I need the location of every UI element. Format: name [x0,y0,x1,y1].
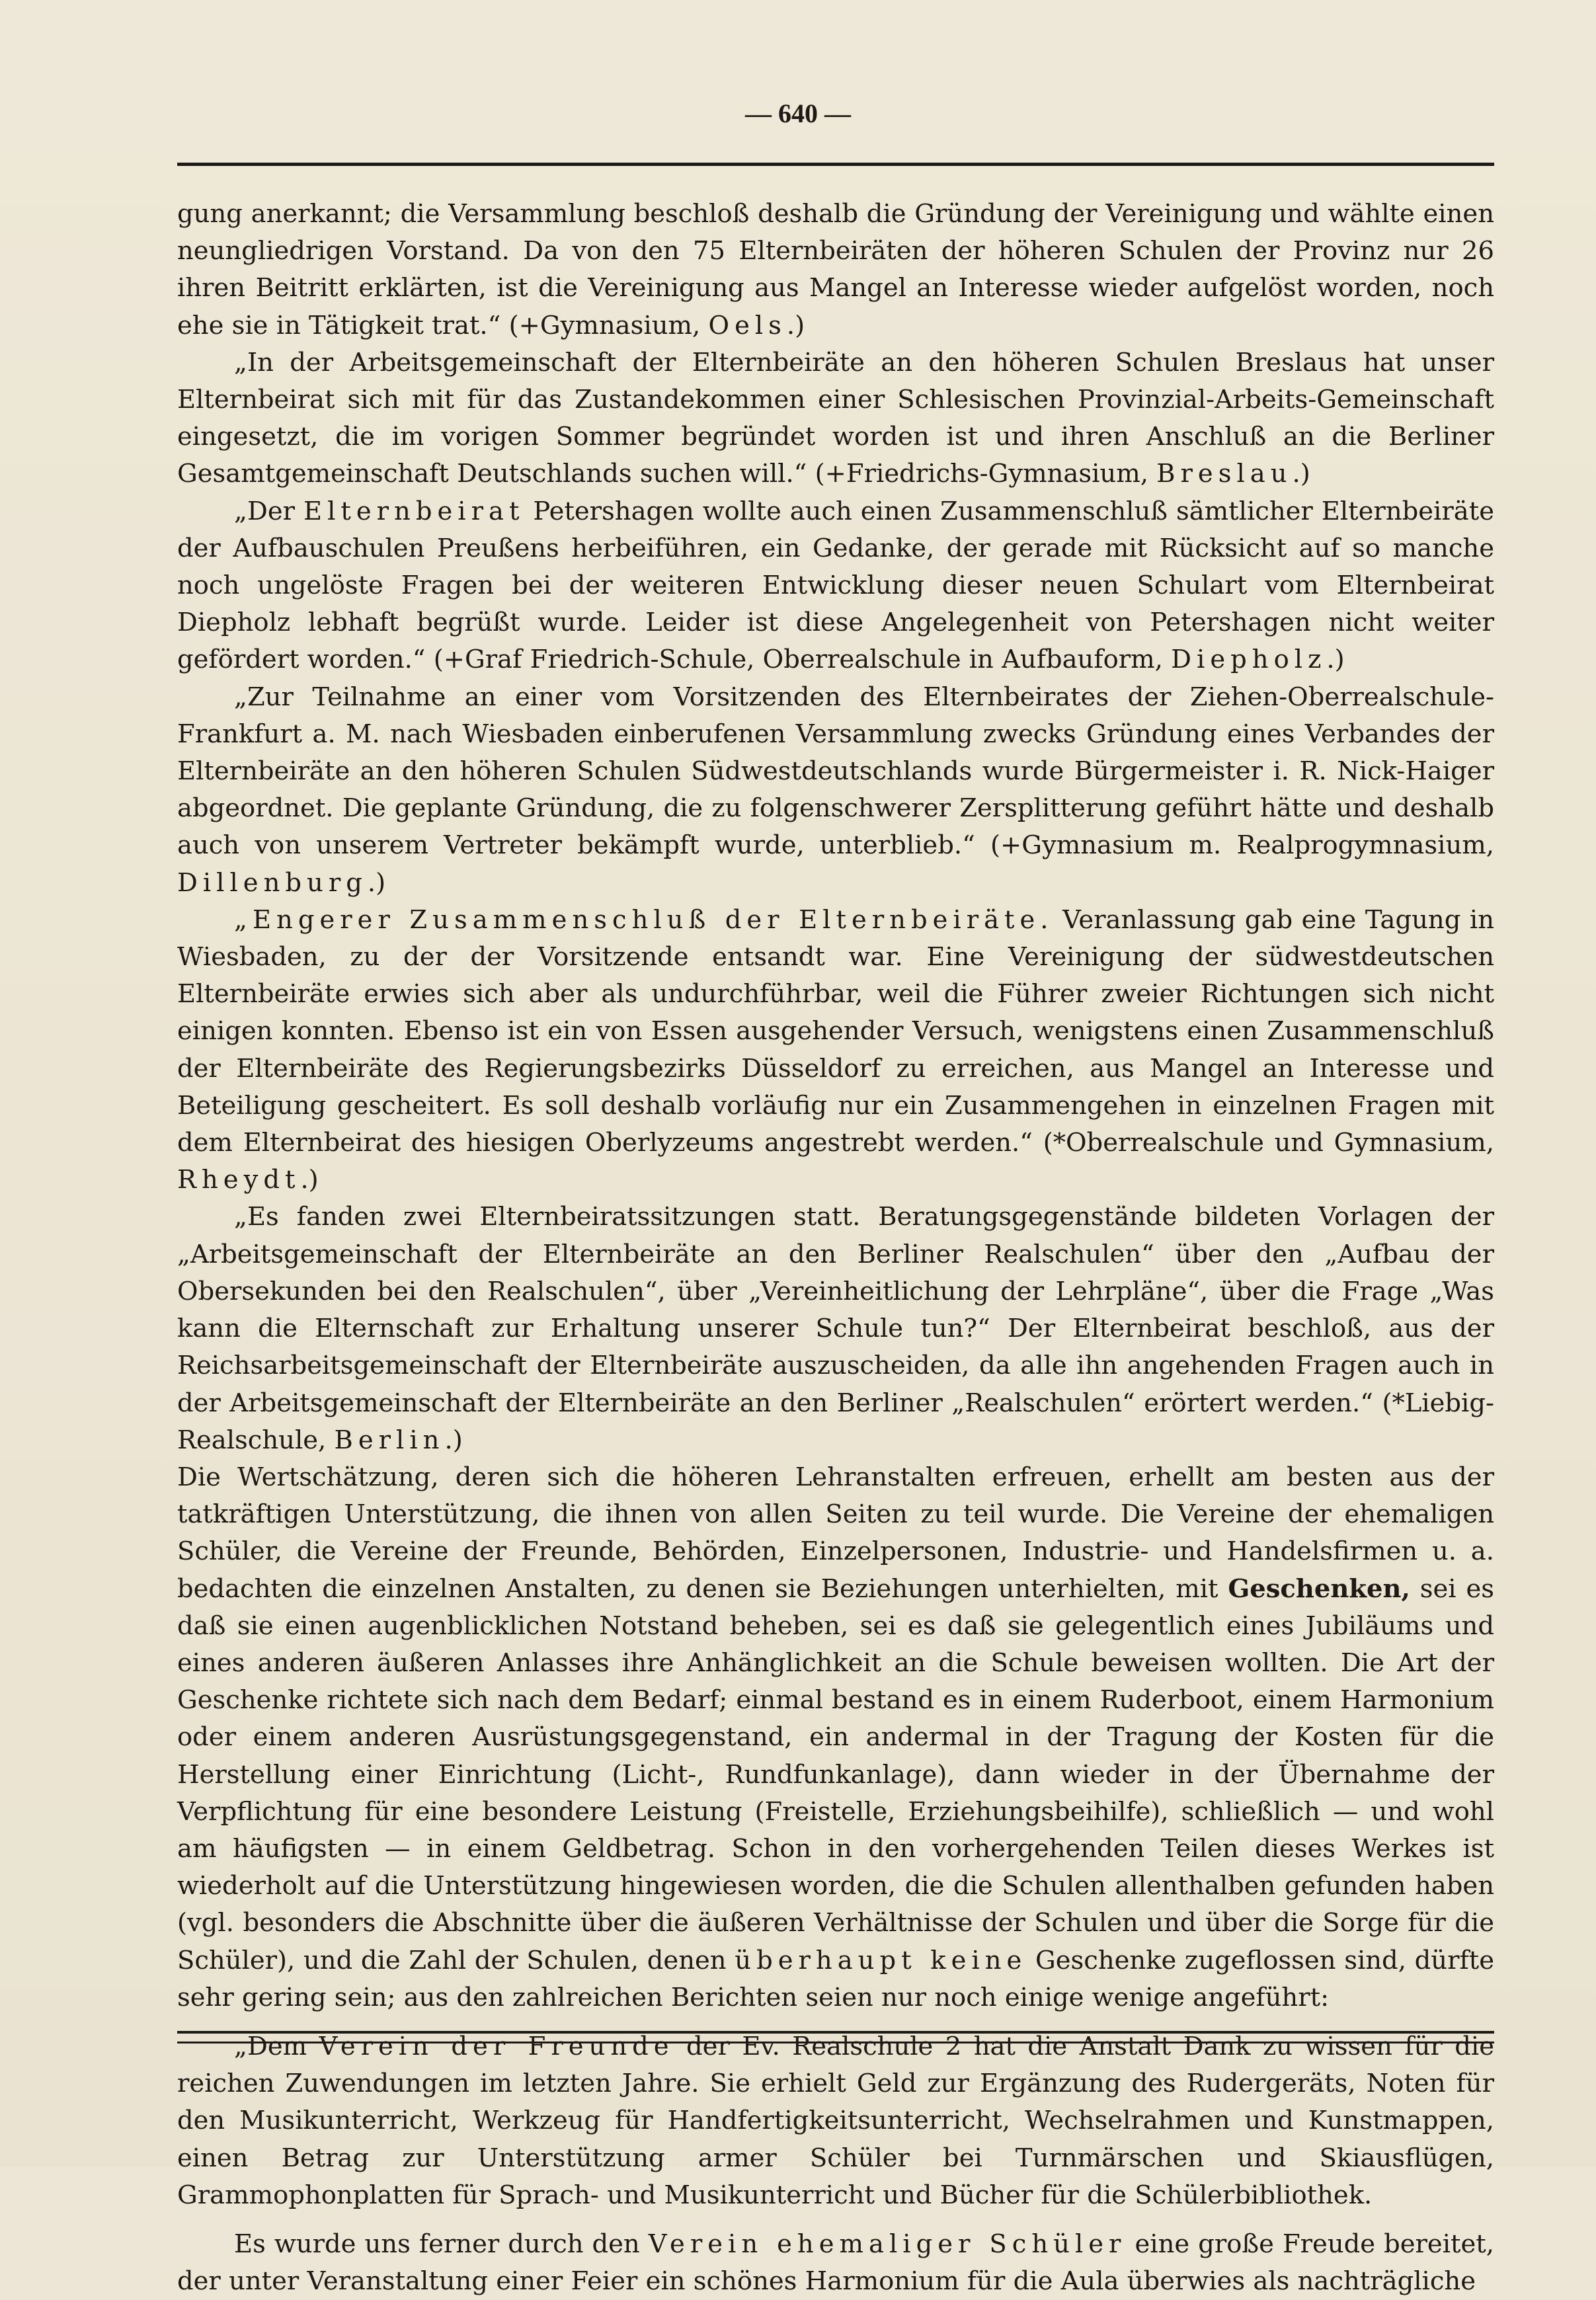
paragraph-7 [177,1459,1494,2016]
footer-rule-2 [177,2042,1494,2043]
paragraph-3-open: „Der [234,496,296,526]
paragraph-9-text: eine große Freude bereitet, der unter Veranstaltung einer Feier ein schönes Harmonium für die Aula überwies als nachträgliche [177,2229,1494,2297]
paragraph-4-text: „Zur Teilnahme an einer vom Vorsitzenden des Elternbeirates der Ziehen-Oberrealschule-Frankfurt a. M. nach Wiesbaden einberufenen Versammlung zwecks Gründung eines Verbandes der Elternbeiräte an den höheren Schulen Südwestdeutschlands wurde Bürgermeister i. R. Nick-Haiger abgeordnet. Die geplante Gründung, die zu folgenschwerer Zersplitterung geführt hätte und deshalb auch von unserem Vertreter bekämpft wurde, unterblieb.“ (+Gymnasium m. Realprogymnasium, [177,682,1494,861]
paragraph-8 [177,2028,1494,2214]
spaced-elternbeirat: Elternbeirat [303,496,525,526]
spaced-heading-zusammenschluss: „Engerer Zusammenschluß der Elternbeiräte. [234,904,1054,935]
place-oels: Oels [708,310,787,340]
place-rheydt: Rheydt [177,1165,301,1195]
paragraph-1-end: .) [786,310,805,340]
paragraph-5-end: .) [300,1165,319,1195]
paragraph-3 [177,493,1494,679]
paragraph-2-end: .) [1292,459,1310,489]
paragraph-9-open: Es wurde uns ferner durch den [234,2229,640,2259]
paragraph-5 [177,902,1494,1199]
spaced-verein-ehemaliger-schueler: Verein ehemaliger Schüler [648,2229,1127,2259]
spaced-verein-der-freunde: Verein der Freunde [319,2031,674,2061]
paragraph-3-end: .) [1326,645,1345,675]
paragraph-1 [177,196,1494,344]
paragraph-6-text: „Es fanden zwei Elternbeiratssitzungen statt. Beratungsgegenstände bildeten Vorlagen der „Arbeitsgemeinschaft der Elternbeiräte an den Berliner Realschulen“ über den „Aufbau der Obersekunden bei den Realschulen“, über „Vereinheitlichung der Lehrpläne“, über die Frage „Was kann die Elternschaft zur Erhaltung unserer Schule tun?“ Der Elternbeirat beschloß, aus der Reichsarbeitsgemeinschaft der Elternbeiräte auszuscheiden, da alle ihn angehenden Fragen auch in der Arbeitsgemeinschaft der Elternbeiräte an den Berliner „Realschulen“ erörtert werden.“ (*Liebig-Realschule, [177,1202,1494,1455]
paragraph-8-text: der Ev. Realschule 2 hat die Anstalt Dank zu wissen für die reichen Zuwendungen im letzten Jahre. Sie erhielt Geld zur Ergänzung des Rudergeräts, Noten für den Musikunterricht, Werkzeug für Handfertigkeitsunterricht, Wechselrahmen und Kunstmappen, einen Betrag zur Unterstützung armer Schüler bei Turnmärschen und Skiausflügen, Grammophonplatten für Sprach- und Musikunterricht und Bücher für die Schülerbibliothek. [177,2031,1494,2210]
paragraph-1-text: gung anerkannt; die Versammlung beschloß deshalb die Gründung der Vereinigung und wählte einen neungliedrigen Vorstand. Da von den 75 Elternbeiräten der höheren Schulen der Provinz nur 26 ihren Beitritt erklärten, ist die Vereinigung aus Mangel an Interesse wieder aufgelöst worden, noch ehe sie in Tätigkeit trat.“ (+Gymnasium, [177,199,1494,340]
place-berlin: Berlin [334,1425,445,1455]
paragraph-4 [177,679,1494,902]
place-breslau: Breslau [1156,459,1293,489]
paragraph-2 [177,344,1494,493]
header-rule [177,163,1494,166]
footer-rule-1 [177,2031,1494,2034]
bold-geschenken: Geschenken, [1228,1573,1410,1604]
spaced-ueberhaupt-keine: überhaupt keine [735,1945,1027,1975]
paragraph-7-text-b: sei es daß sie einen augenblicklichen Notstand beheben, sei es daß sie gelegentlich eines Jubiläums und eines anderen äußeren Anlasses ihre Anhänglichkeit an die Schule beweisen wollten. Die Art der Geschenke richtete sich nach dem Bedarf; einmal bestand es in einem Ruderboot, einem Harmonium oder einem anderen Ausrüstungsgegenstand, ein andermal in der Tragung der Kosten für die Herstellung einer Einrichtung (Licht-, Rundfunkanlage), dann wieder in der Übernahme der Verpflichtung für eine besondere Leistung (Freistelle, Erziehungsbeihilfe), schließlich — und wohl am häufigsten — in einem Geldbetrag. Schon in den vorhergehenden Teilen dieses Werkes ist wiederholt auf die Unterstützung hingewiesen worden, die die Schulen allenthalben gefunden haben (vgl. besonders die Abschnitte über die äußeren Verhältnisse der Schulen und über die Sorge für die Schüler), und die Zahl der Schulen, denen [177,1573,1494,1975]
paragraph-6-end: .) [444,1425,463,1455]
paragraph-7-text-a: Die Wertschätzung, deren sich die höheren Lehranstalten erfreuen, erhellt am besten aus der tatkräftigen Unterstützung, die ihnen von allen Seiten zu teil wurde. Die Vereine der ehemaligen Schüler, die Vereine der Freunde, Behörden, Einzelpersonen, Industrie- und Handelsfirmen u. a. bedachten die einzelnen Anstalten, zu denen sie Beziehungen unterhielten, mit [177,1462,1494,1604]
paragraph-8-open: „Dem [234,2031,307,2061]
place-dillenburg: Dillenburg [177,867,368,898]
page-number: — 640 — [745,99,851,128]
paragraph-4-end: .) [367,867,386,898]
body-text [177,196,1494,2300]
paragraph-5-text: Veranlassung gab eine Tagung in Wiesbaden, zu der der Vorsitzende entsandt war. Eine Vereinigung der südwestdeutschen Elternbeiräte erwies sich aber als undurchführbar, weil die Führer zweier Richtungen sich nicht einigen konnten. Ebenso ist ein von Essen ausgehender Versuch, wenigstens einen Zusammenschluß der Elternbeiräte des Regierungsbezirks Düsseldorf zu erreichen, aus Mangel an Interesse und Beteiligung gescheitert. Es soll deshalb vorläufig nur ein Zusammengehen in einzelnen Fragen mit dem Elternbeirat des hiesigen Oberlyzeums angestrebt werden.“ (*Oberrealschule und Gymnasium, [177,904,1494,1158]
place-diepholz: Diepholz [1171,645,1327,675]
paragraph-2-text: „In der Arbeitsgemeinschaft der Elternbeiräte an den höheren Schulen Breslaus hat unser Elternbeirat sich mit für das Zustandekommen einer Schlesischen Provinzial-Arbeits-Gemeinschaft eingesetzt, die im vorigen Sommer begründet worden ist und ihren Anschluß an die Berliner Gesamtgemeinschaft Deutschlands suchen will.“ (+Friedrichs-Gymnasium, [177,347,1494,489]
paragraph-3-text: Petershagen wollte auch einen Zusammenschluß sämtlicher Elternbeiräte der Aufbauschulen Preußens herbeiführen, ein Gedanke, der gerade mit Rücksicht auf so manche noch ungelöste Fragen bei der weiteren Entwicklung dieser neuen Schulart vom Elternbeirat Diepholz lebhaft begrüßt wurde. Leider ist diese Angelegenheit von Petershagen nicht weiter gefördert worden.“ (+Graf Friedrich-Schule, Oberrealschule in Aufbauform, [177,496,1494,675]
paragraph-7-text-c: Geschenke zugeflossen sind, dürfte sehr gering sein; aus den zahlreichen Berichten seien nur noch einige wenige angeführt: [177,1945,1494,2012]
paragraph-6 [177,1199,1494,1458]
paragraph-9 [177,2226,1494,2300]
